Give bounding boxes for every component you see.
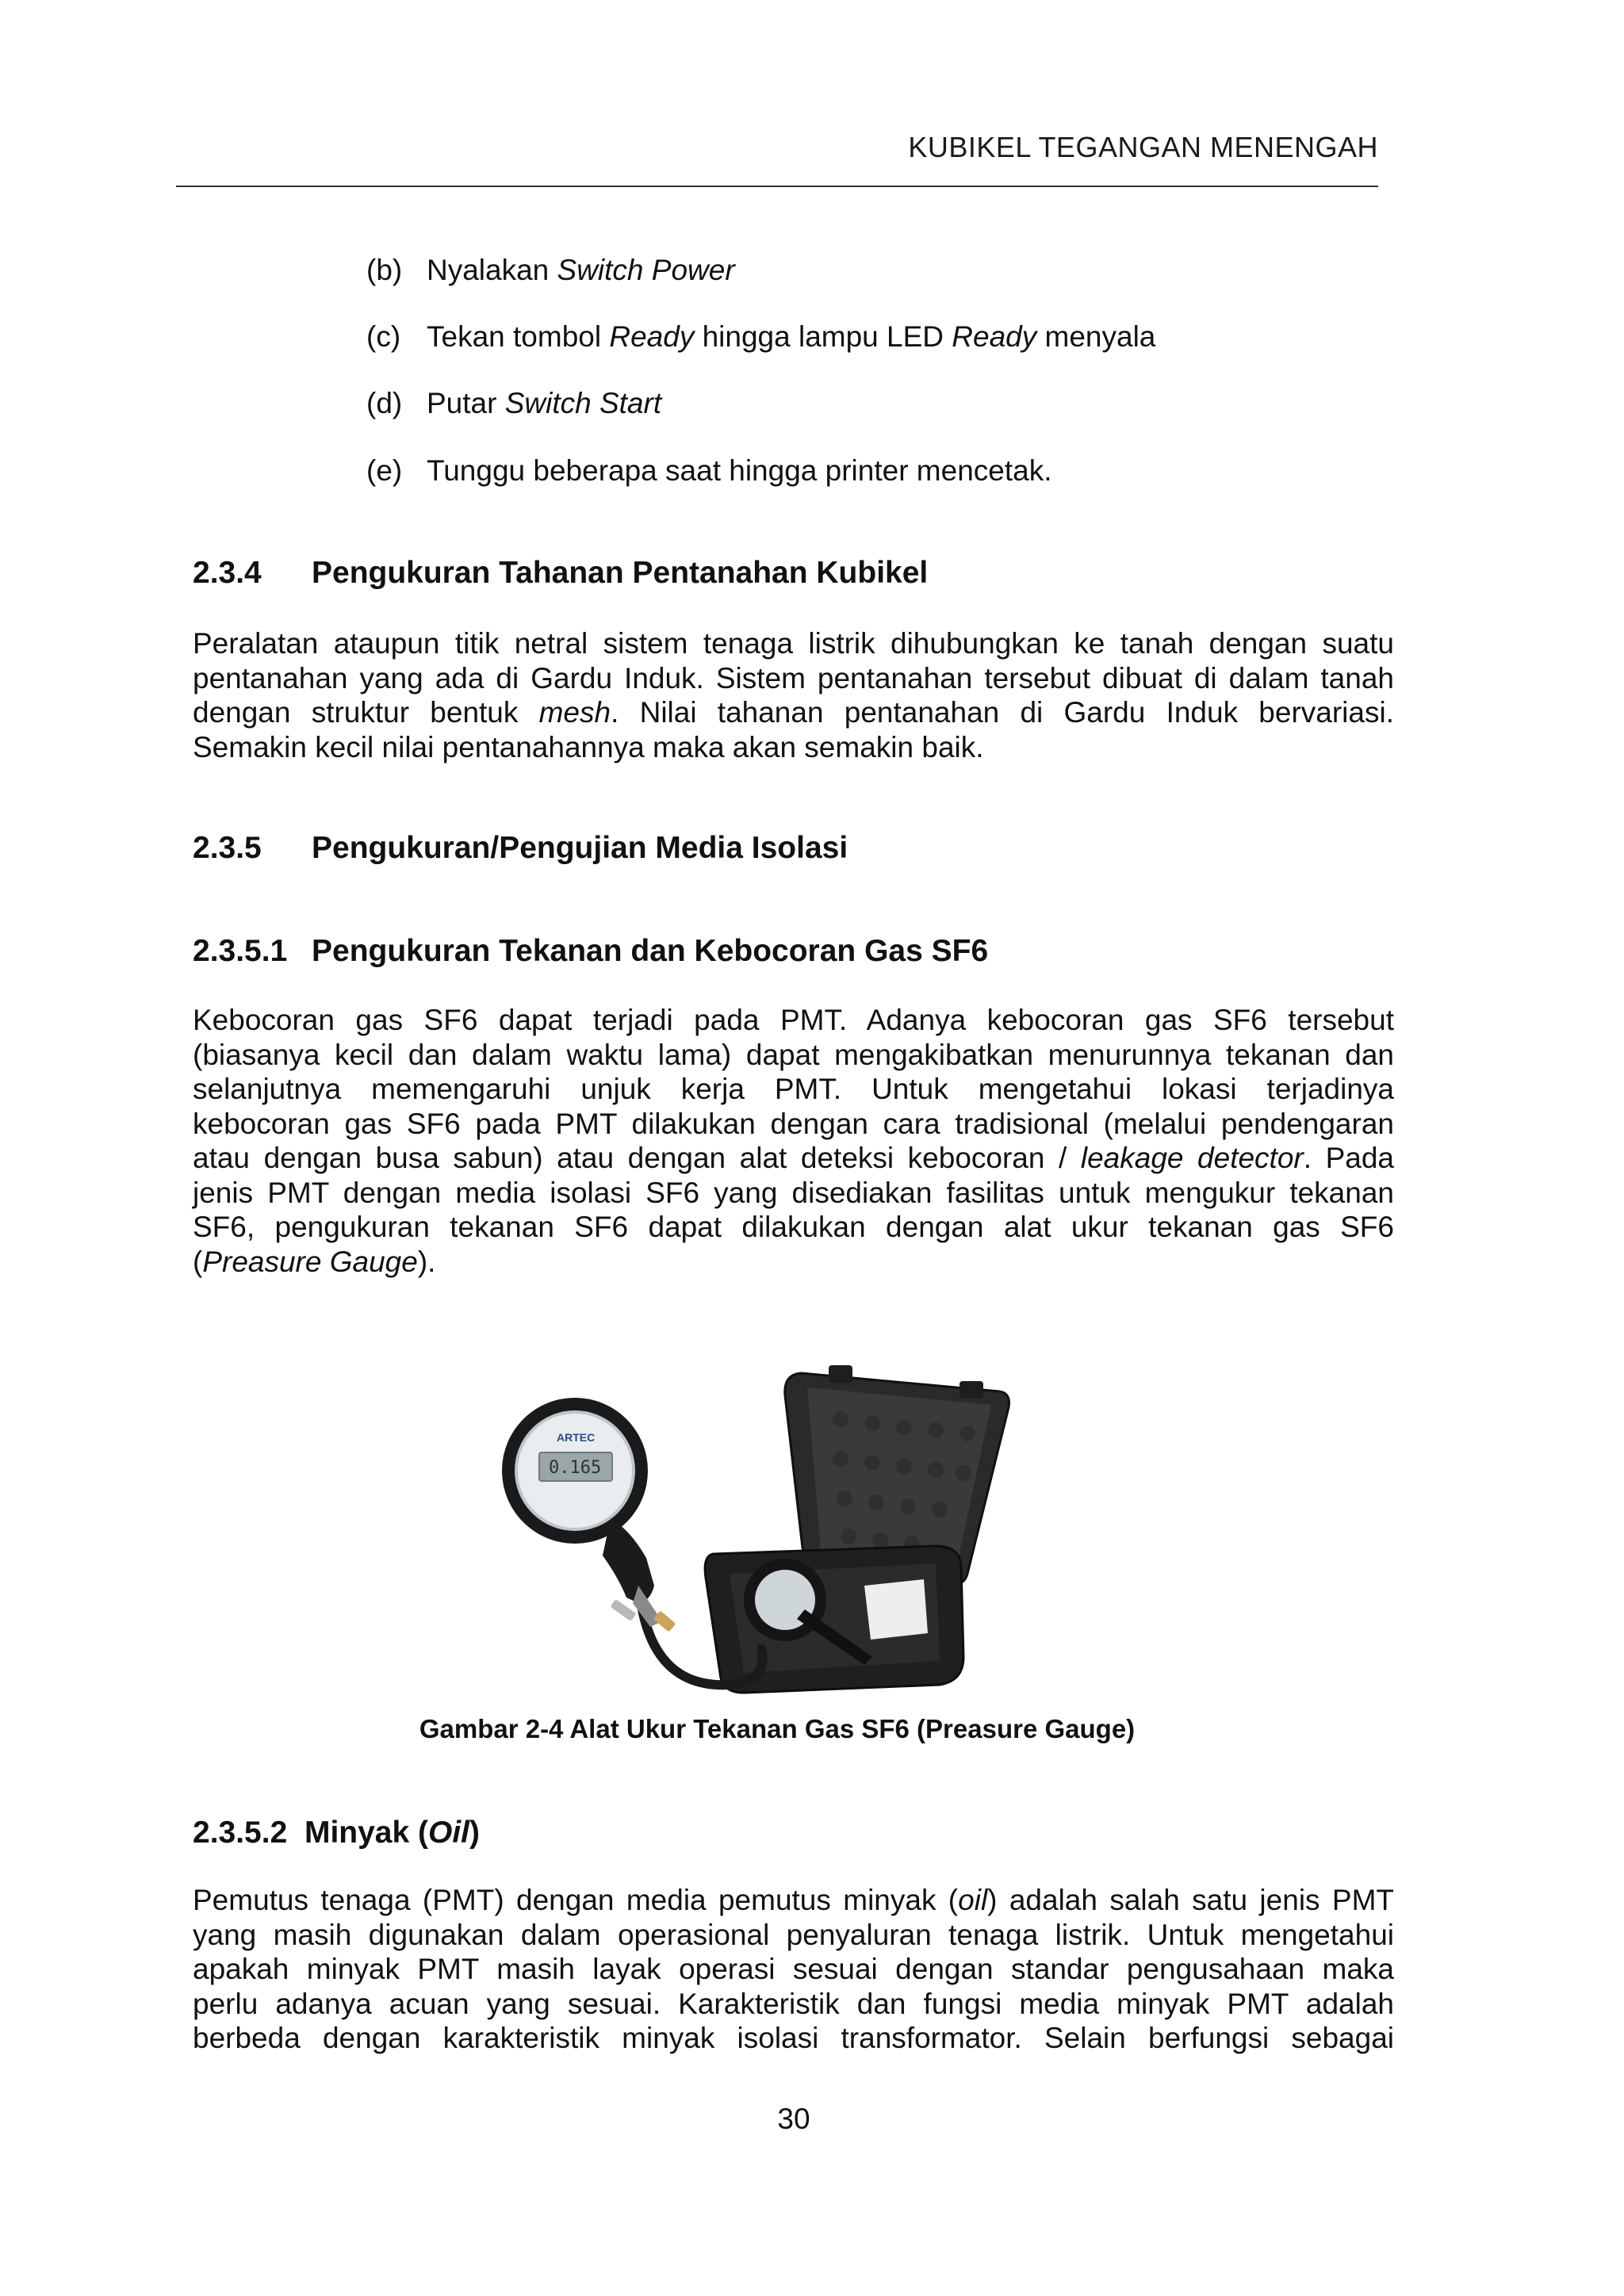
step-c	[366, 322, 1155, 351]
paragraph-2-3-5-2	[193, 1883, 1394, 2056]
step-text: Tunggu beberapa saat hingga printer mencetak.	[427, 454, 1052, 487]
text-line: Pemutus tenaga (PMT) dengan media pemutus minyak (oil) adalah salah satu jenis PMT	[193, 1884, 1394, 1916]
pressure-gauge-photo	[492, 1348, 1047, 1705]
paragraph-2-3-5-1	[193, 1003, 1394, 1279]
text-line: (biasanya kecil dan dalam waktu lama) dapat mengakibatkan menurunnya tekanan dan	[193, 1038, 1394, 1071]
text-line: berbeda dengan karakteristik minyak isolasi transformator. Selain berfungsi sebagai	[193, 2022, 1394, 2054]
section-heading-2-3-5-1	[193, 936, 988, 966]
section-title: Pengukuran Tekanan dan Kebocoran Gas SF6	[312, 934, 989, 968]
step-italic: Switch Start	[504, 387, 662, 419]
text-line: perlu adanya acuan yang sesuai. Karakteristik dan fungsi media minyak PMT adalah	[193, 1987, 1394, 2020]
text-line: atau dengan busa sabun) atau dengan alat deteksi kebocoran / leakage detector. Pada	[193, 1142, 1394, 1174]
running-header: KUBIKEL TEGANGAN MENENGAH	[908, 131, 1378, 163]
section-number: 2.3.5	[193, 831, 262, 865]
section-title: Pengukuran/Pengujian Media Isolasi	[312, 831, 848, 865]
step-italic: Switch Power	[557, 254, 735, 286]
step-text: hingga lampu LED	[694, 320, 952, 353]
step-label: (c)	[366, 320, 401, 353]
page-number: 30	[777, 2103, 810, 2135]
text-line: selanjutnya memengaruhi unjuk kerja PMT. Untuk mengetahui lokasi terjadinya	[193, 1073, 1394, 1105]
text-line: Kebocoran gas SF6 dapat terjadi pada PMT. Adanya kebocoran gas SF6 tersebut	[193, 1004, 1394, 1036]
step-text: menyala	[1036, 320, 1156, 353]
section-heading-2-3-5-2	[193, 1817, 480, 1848]
text-line: pentanahan yang ada di Gardu Induk. Sistem pentanahan tersebut dibuat di dalam tanah	[193, 661, 1394, 695]
section-title: Minyak (Oil)	[304, 1816, 481, 1850]
step-italic: Ready	[952, 320, 1037, 353]
section-title: Pengukuran Tahanan Pentanahan Kubikel	[312, 556, 929, 590]
step-d	[366, 388, 661, 418]
step-b	[366, 255, 735, 285]
step-e	[366, 456, 1052, 485]
pressure-gauge-illustration	[492, 1348, 1047, 1705]
figure-caption: Gambar 2-4 Alat Ukur Tekanan Gas SF6 (Preasure Gauge)	[419, 1714, 1136, 1743]
gauge-reading: 0.165	[549, 1458, 602, 1478]
text-line: jenis PMT dengan media isolasi SF6 yang disediakan fasilitas untuk mengukur tekanan	[193, 1176, 1394, 1209]
text-line: (Preasure Gauge).	[193, 1245, 436, 1278]
step-text: Putar	[427, 387, 505, 419]
text-line: yang masih digunakan dalam operasional penyaluran tenaga listrik. Untuk mengetahui	[193, 1918, 1394, 1951]
section-number: 2.3.5.1	[193, 934, 288, 968]
header-rule	[176, 186, 1378, 187]
text-line: apakah minyak PMT masih layak operasi sesuai dengan standar pengusahaan maka	[193, 1953, 1394, 1985]
text-line: kebocoran gas SF6 pada PMT dilakukan dengan cara tradisional (melalui pendengaran	[193, 1107, 1394, 1140]
text-line: Semakin kecil nilai pentanahannya maka akan semakin baik.	[193, 730, 984, 763]
section-number: 2.3.4	[193, 556, 262, 590]
step-label: (b)	[366, 254, 403, 286]
step-label: (e)	[366, 454, 403, 487]
section-heading-2-3-4	[193, 557, 928, 588]
section-number: 2.3.5.2	[193, 1816, 288, 1850]
text-line: Peralatan ataupun titik netral sistem tenaga listrik dihubungkan ke tanah dengan suatu	[193, 627, 1394, 660]
section-heading-2-3-5	[193, 832, 848, 863]
step-italic: Ready	[609, 320, 695, 353]
paragraph-2-3-4	[193, 626, 1394, 764]
gauge-brand-label: ARTEC	[557, 1431, 596, 1444]
step-label: (d)	[366, 387, 403, 419]
step-text: Tekan tombol	[427, 320, 610, 353]
text-line: dengan struktur bentuk mesh. Nilai tahanan pentanahan di Gardu Induk bervariasi.	[193, 696, 1394, 729]
step-text: Nyalakan	[427, 254, 557, 286]
text-line: SF6, pengukuran tekanan SF6 dapat dilakukan dengan alat ukur tekanan gas SF6	[193, 1211, 1394, 1243]
